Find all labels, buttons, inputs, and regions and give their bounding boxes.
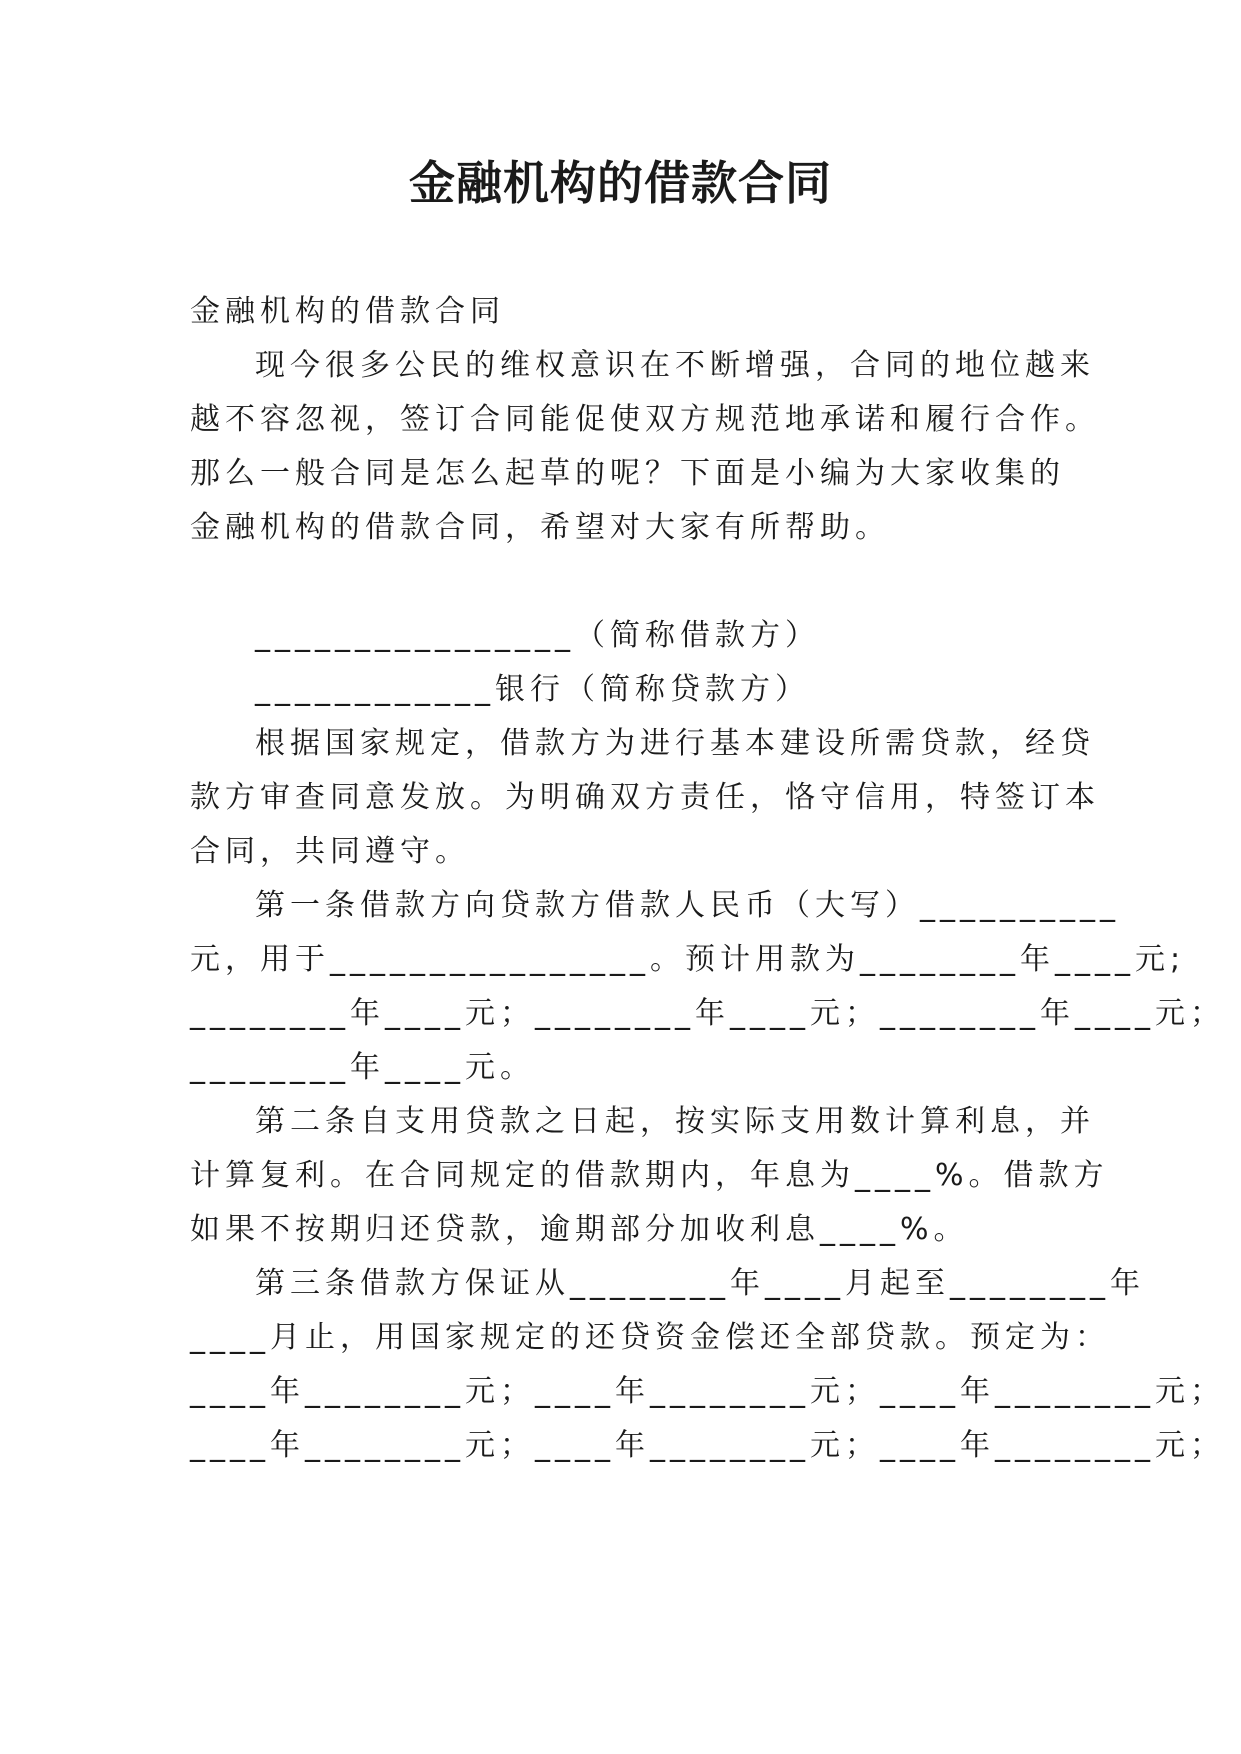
article-2-line-3: 如果不按期归还贷款，逾期部分加收利息____%。 — [190, 1212, 969, 1247]
intro-line-4: 金融机构的借款合同，希望对大家有所帮助。 — [190, 510, 890, 545]
borrower-line: ________________（简称借款方） — [255, 618, 820, 653]
intro-line-1: 现今很多公民的维权意识在不断增强，合同的地位越来 — [255, 348, 1095, 383]
article-2-line-2: 计算复利。在合同规定的借款期内，年息为____%。借款方 — [190, 1158, 1109, 1193]
article-1-line-3: ________年____元；________年____元；________年____元； — [190, 996, 1225, 1031]
article-1-line-1: 第一条借款方向贷款方借款人民币（大写）__________ — [255, 888, 1120, 923]
preamble-line-2: 款方审查同意发放。为明确双方责任，恪守信用，特签订本 — [190, 780, 1100, 815]
intro-line-2: 越不容忽视，签订合同能促使双方规范地承诺和履行合作。 — [190, 402, 1100, 437]
subtitle-line: 金融机构的借款合同 — [190, 294, 505, 329]
article-3-line-2: ____月止，用国家规定的还贷资金偿还全部贷款。预定为： — [190, 1320, 1110, 1355]
article-3-line-4: ____年________元；____年________元；____年________元； — [190, 1428, 1225, 1463]
article-3-line-1: 第三条借款方保证从________年____月起至________年 — [255, 1266, 1145, 1301]
preamble-line-3: 合同，共同遵守。 — [190, 834, 470, 869]
article-1-line-2: 元，用于________________。预计用款为________年____元; — [190, 942, 1186, 977]
article-1-line-4: ________年____元。 — [190, 1050, 535, 1085]
document-title: 金融机构的借款合同 — [409, 156, 832, 210]
article-3-line-3: ____年________元；____年________元；____年________元； — [190, 1374, 1225, 1409]
lender-line: ____________银行（简称贷款方） — [255, 672, 810, 707]
intro-line-3: 那么一般合同是怎么起草的呢？下面是小编为大家收集的 — [190, 456, 1065, 491]
preamble-line-1: 根据国家规定，借款方为进行基本建设所需贷款，经贷 — [255, 726, 1095, 761]
article-2-line-1: 第二条自支用贷款之日起，按实际支用数计算利息，并 — [255, 1104, 1095, 1139]
